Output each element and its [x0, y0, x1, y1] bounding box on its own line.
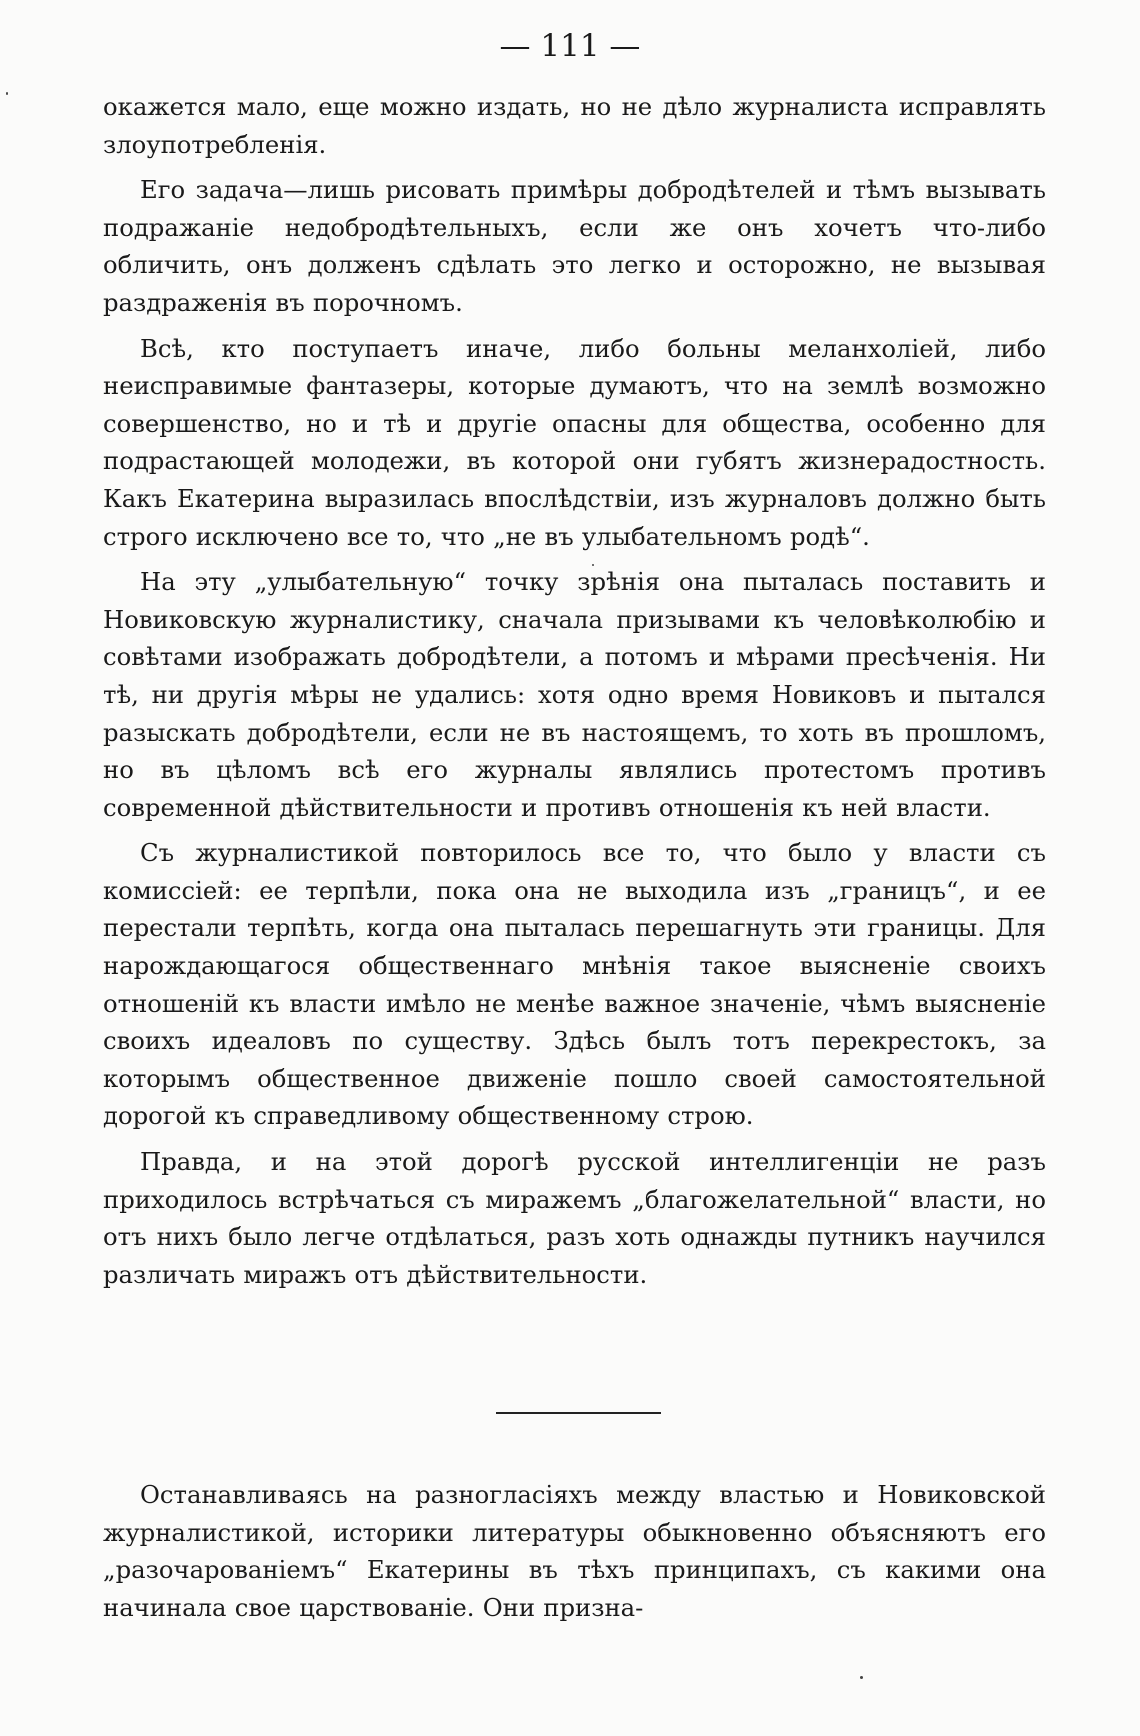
paragraph: Его задача—лишь рисовать примѣры добродѣтелей и тѣмъ вызывать подражаніе недобродѣтельныхъ, если же онъ хочетъ что-либо обличить, онъ долженъ сдѣлать это легко и осторожно, не вызывая раздраженія въ порочномъ. [103, 175, 1046, 317]
print-speck [6, 92, 8, 95]
next-section-text [103, 1476, 1046, 1626]
paragraph: Всѣ, кто поступаетъ иначе, либо больны меланхоліей, либо неисправимые фантазеры, которые думаютъ, что на землѣ возможно совершенство, но и тѣ и другіе опасны для общества, особенно для подрастающей молодежи, въ которой они губятъ жизнерадостность. Какъ Екатерина выразилась впослѣдствіи, изъ журналовъ должно быть строго исключено все то, что „не въ улыбательномъ родѣ“. [103, 333, 1046, 551]
paragraph-continuation: окажется мало, еще можно издать, но не дѣло журналиста исправлять злоупотребленія. [103, 92, 1046, 159]
paragraph: На эту „улыбательную“ точку зрѣнія она пыталась поставить и Новиковскую журналистику, сначала призывами къ человѣколюбію и совѣтами изображать добродѣтели, а потомъ и мѣрами пресѣченія. Ни тѣ, ни другія мѣры не удались: хотя одно время Новиковъ и пытался разыскать добродѣтели, если не въ настоящемъ, то хоть въ прошломъ, но въ цѣломъ всѣ его журналы являлись протестомъ противъ современной дѣйствительности и противъ отношенія къ ней власти. [103, 567, 1046, 822]
paragraph: Съ журналистикой повторилось все то, что было у власти съ комиссіей: ее терпѣли, пока она не выходила изъ „границъ“, и ее перестали терпѣть, когда она пыталась перешагнуть эти границы. Для нарождающагося общественнаго мнѣнія такое выясненіе своихъ отношеній къ власти имѣло не менѣе важное значеніе, чѣмъ выясненіе своихъ идеаловъ по существу. Здѣсь былъ тотъ перекрестокъ, за которымъ общественное движеніе пошло своей самостоятельной дорогой къ справедливому общественному строю. [103, 838, 1046, 1131]
paragraph: Правда, и на этой дорогѣ русской интеллигенціи не разъ приходилось встрѣчаться съ миражемъ „благожелательной“ власти, но отъ нихъ было легче отдѣлаться, разъ хоть однажды путникъ научился различать миражъ отъ дѣйствительности. [103, 1147, 1046, 1289]
print-speck [592, 564, 594, 566]
paragraph: Останавливаясь на разногласіяхъ между властью и Новиковской журналистикой, историки литературы обыкновенно объясняютъ его „разочарованіемъ“ Екатерины въ тѣхъ принципахъ, съ какими она начинала свое царствованіе. Они призна- [103, 1480, 1046, 1622]
section-divider-rule [496, 1412, 661, 1414]
print-speck [860, 1676, 863, 1679]
page-number: — 111 — [499, 28, 641, 64]
main-text [103, 88, 1046, 1293]
